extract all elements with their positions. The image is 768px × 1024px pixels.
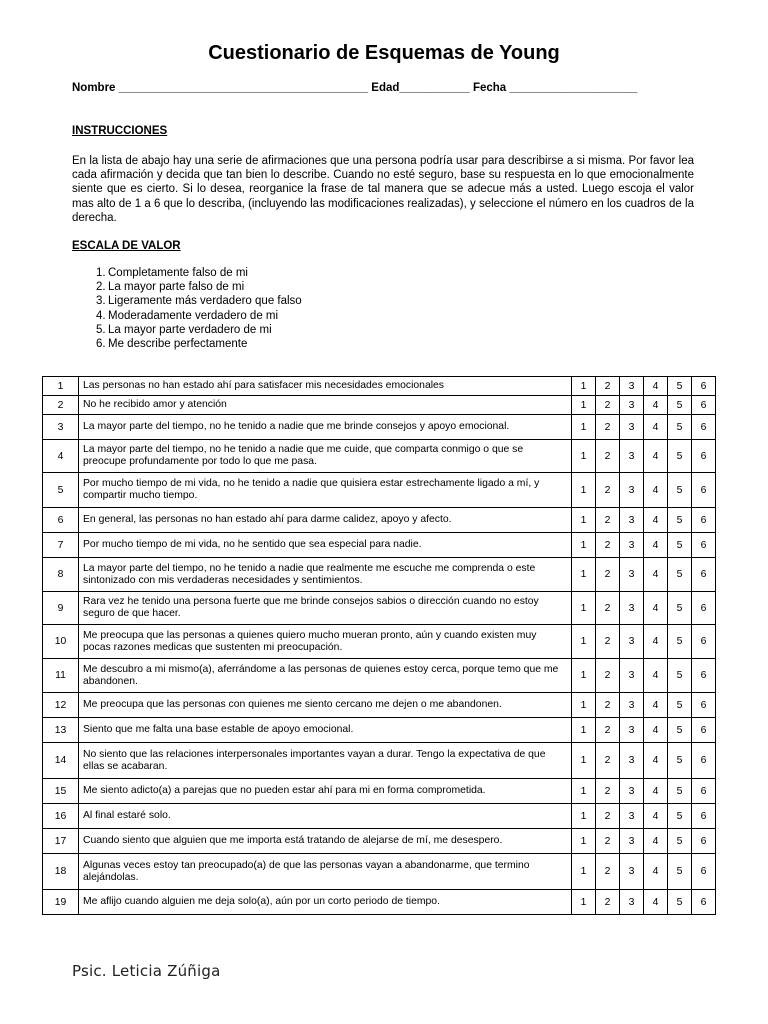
rating-option-3[interactable]: 3: [620, 533, 644, 558]
item-number: 7: [43, 533, 79, 558]
item-statement: Me preocupa que las personas con quienes me siento cercano me dejen o me abandonen.: [79, 693, 572, 718]
rating-option-3[interactable]: 3: [620, 415, 644, 440]
questionnaire-row: [43, 473, 716, 508]
rating-option-6[interactable]: 6: [692, 718, 716, 743]
rating-option-5[interactable]: 5: [668, 718, 692, 743]
instructions-text: En la lista de abajo hay una serie de afirmaciones que una persona podría usar para describirse a si misma. Por favor lea cada afirmación y decida que tan bien lo describe. Cuando no esté seguro, base su respuesta en lo que emocionalmente siente que es cierto. Si lo desea, reorganice la frase de tal manera que se adecue más a usted. Luego escoja el valor mas alto de 1 a 6 que lo describa, (incluyendo las modificaciones realizadas), y seleccione el número en los cuadros de la derecha.: [72, 155, 694, 224]
rating-option-1[interactable]: 1: [572, 592, 596, 625]
rating-option-5[interactable]: 5: [668, 396, 692, 415]
rating-option-2[interactable]: 2: [596, 779, 620, 804]
rating-option-1[interactable]: 1: [572, 396, 596, 415]
rating-option-3[interactable]: 3: [620, 693, 644, 718]
rating-option-2[interactable]: 2: [596, 659, 620, 693]
instructions-heading: INSTRUCCIONES: [72, 125, 168, 137]
rating-option-3[interactable]: 3: [620, 890, 644, 915]
item-number: 13: [43, 718, 79, 743]
rating-option-6[interactable]: 6: [692, 625, 716, 659]
rating-option-2[interactable]: 2: [596, 473, 620, 508]
questionnaire-table: [42, 376, 716, 915]
item-statement: Al final estaré solo.: [79, 804, 572, 829]
item-statement: Me descubro a mi mismo(a), aferrándome a las personas de quienes estoy cerca, porque temo que me abandonen.: [79, 659, 572, 693]
item-number: 6: [43, 508, 79, 533]
rating-option-5[interactable]: 5: [668, 890, 692, 915]
scale-item: 2. La mayor parte falso de mi: [96, 281, 245, 294]
item-number: 14: [43, 743, 79, 779]
questionnaire-row: [43, 804, 716, 829]
questionnaire-row: [43, 440, 716, 473]
rating-option-4[interactable]: 4: [644, 779, 668, 804]
item-statement: Rara vez he tenido una persona fuerte que me brinde consejos sabios o dirección cuando no estoy seguro de que hacer.: [79, 592, 572, 625]
item-number: 9: [43, 592, 79, 625]
rating-option-3[interactable]: 3: [620, 473, 644, 508]
rating-option-5[interactable]: 5: [668, 829, 692, 854]
questionnaire-row: [43, 718, 716, 743]
rating-option-5[interactable]: 5: [668, 415, 692, 440]
item-statement: Siento que me falta una base estable de apoyo emocional.: [79, 718, 572, 743]
rating-option-4[interactable]: 4: [644, 558, 668, 592]
item-statement: Me preocupa que las personas a quienes quiero mucho mueran pronto, aún y cuando existen muy pocas razones medicas que sustenten mi preocupación.: [79, 625, 572, 659]
questionnaire-row: [43, 854, 716, 890]
rating-option-1[interactable]: 1: [572, 473, 596, 508]
questionnaire-row: [43, 377, 716, 396]
rating-option-4[interactable]: 4: [644, 592, 668, 625]
item-statement: Algunas veces estoy tan preocupado(a) de que las personas vayan a abandonarme, que termino alejándolas.: [79, 854, 572, 890]
rating-option-6[interactable]: 6: [692, 829, 716, 854]
item-number: 17: [43, 829, 79, 854]
rating-option-3[interactable]: 3: [620, 659, 644, 693]
scale-item: 4. Moderadamente verdadero de mi: [96, 309, 279, 322]
rating-option-1[interactable]: 1: [572, 558, 596, 592]
rating-option-5[interactable]: 5: [668, 804, 692, 829]
scale-heading: ESCALA DE VALOR: [72, 240, 181, 252]
scale-item: 6. Me describe perfectamente: [96, 338, 248, 351]
rating-option-4[interactable]: 4: [644, 890, 668, 915]
rating-option-6[interactable]: 6: [692, 440, 716, 473]
item-statement: No he recibido amor y atención: [79, 396, 572, 415]
rating-option-3[interactable]: 3: [620, 625, 644, 659]
questionnaire-row: [43, 533, 716, 558]
item-number: 4: [43, 440, 79, 473]
rating-option-5[interactable]: 5: [668, 473, 692, 508]
item-statement: Cuando siento que alguien que me importa está tratando de alejarse de mí, me desespero.: [79, 829, 572, 854]
rating-option-2[interactable]: 2: [596, 625, 620, 659]
questionnaire-row: [43, 396, 716, 415]
rating-option-5[interactable]: 5: [668, 508, 692, 533]
rating-option-2[interactable]: 2: [596, 415, 620, 440]
rating-option-3[interactable]: 3: [620, 440, 644, 473]
rating-option-6[interactable]: 6: [692, 396, 716, 415]
rating-option-5[interactable]: 5: [668, 625, 692, 659]
rating-option-4[interactable]: 4: [644, 693, 668, 718]
item-statement: Me siento adicto(a) a parejas que no pueden estar ahí para mi en forma comprometida.: [79, 779, 572, 804]
item-number: 18: [43, 854, 79, 890]
rating-option-1[interactable]: 1: [572, 533, 596, 558]
rating-option-6[interactable]: 6: [692, 533, 716, 558]
rating-option-1[interactable]: 1: [572, 508, 596, 533]
rating-option-3[interactable]: 3: [620, 592, 644, 625]
questionnaire-row: [43, 890, 716, 915]
item-number: 10: [43, 625, 79, 659]
rating-option-2[interactable]: 2: [596, 396, 620, 415]
rating-option-2[interactable]: 2: [596, 592, 620, 625]
rating-option-2[interactable]: 2: [596, 440, 620, 473]
value-scale-list: [96, 266, 302, 351]
rating-option-2[interactable]: 2: [596, 890, 620, 915]
rating-option-1[interactable]: 1: [572, 779, 596, 804]
rating-option-6[interactable]: 6: [692, 473, 716, 508]
item-statement: En general, las personas no han estado ahí para darme calidez, apoyo y afecto.: [79, 508, 572, 533]
rating-option-3[interactable]: 3: [620, 804, 644, 829]
item-statement: La mayor parte del tiempo, no he tenido a nadie que me cuide, que comparta conmigo o que se preocupe profundamente por todo lo que me pasa.: [79, 440, 572, 473]
rating-option-1[interactable]: 1: [572, 659, 596, 693]
rating-option-1[interactable]: 1: [572, 829, 596, 854]
item-number: 12: [43, 693, 79, 718]
rating-option-4[interactable]: 4: [644, 473, 668, 508]
rating-option-6[interactable]: 6: [692, 779, 716, 804]
rating-option-1[interactable]: 1: [572, 440, 596, 473]
rating-option-5[interactable]: 5: [668, 558, 692, 592]
author-signature: Psic. Leticia Zúñiga: [72, 962, 221, 980]
rating-option-4[interactable]: 4: [644, 396, 668, 415]
rating-option-6[interactable]: 6: [692, 508, 716, 533]
rating-option-6[interactable]: 6: [692, 804, 716, 829]
rating-option-4[interactable]: 4: [644, 415, 668, 440]
rating-option-1[interactable]: 1: [572, 718, 596, 743]
questionnaire-row: [43, 659, 716, 693]
rating-option-5[interactable]: 5: [668, 779, 692, 804]
rating-option-4[interactable]: 4: [644, 718, 668, 743]
questionnaire-row: [43, 592, 716, 625]
rating-option-6[interactable]: 6: [692, 558, 716, 592]
rating-option-2[interactable]: 2: [596, 558, 620, 592]
rating-option-3[interactable]: 3: [620, 377, 644, 396]
rating-option-2[interactable]: 2: [596, 693, 620, 718]
rating-option-6[interactable]: 6: [692, 415, 716, 440]
rating-option-2[interactable]: 2: [596, 377, 620, 396]
item-statement: Por mucho tiempo de mi vida, no he sentido que sea especial para nadie.: [79, 533, 572, 558]
rating-option-1[interactable]: 1: [572, 625, 596, 659]
item-statement: La mayor parte del tiempo, no he tenido a nadie que realmente me escuche me comprenda o este sintonizado con mis verdaderas necesidades y sentimientos.: [79, 558, 572, 592]
questionnaire-row: [43, 693, 716, 718]
rating-option-4[interactable]: 4: [644, 508, 668, 533]
rating-option-2[interactable]: 2: [596, 718, 620, 743]
rating-option-6[interactable]: 6: [692, 854, 716, 890]
rating-option-4[interactable]: 4: [644, 829, 668, 854]
rating-option-4[interactable]: 4: [644, 804, 668, 829]
rating-option-4[interactable]: 4: [644, 440, 668, 473]
document-title: Cuestionario de Esquemas de Young: [208, 42, 560, 64]
item-number: 3: [43, 415, 79, 440]
rating-option-5[interactable]: 5: [668, 659, 692, 693]
rating-option-1[interactable]: 1: [572, 377, 596, 396]
respondent-info-line: Nombre _______________________________________ Edad___________ Fecha ____________________: [72, 82, 638, 94]
rating-option-5[interactable]: 5: [668, 533, 692, 558]
rating-option-1[interactable]: 1: [572, 890, 596, 915]
item-number: 1: [43, 377, 79, 396]
item-number: 8: [43, 558, 79, 592]
item-number: 5: [43, 473, 79, 508]
rating-option-3[interactable]: 3: [620, 718, 644, 743]
rating-option-2[interactable]: 2: [596, 508, 620, 533]
questionnaire-row: [43, 829, 716, 854]
rating-option-2[interactable]: 2: [596, 829, 620, 854]
rating-option-2[interactable]: 2: [596, 854, 620, 890]
item-number: 16: [43, 804, 79, 829]
rating-option-4[interactable]: 4: [644, 625, 668, 659]
rating-option-5[interactable]: 5: [668, 440, 692, 473]
rating-option-6[interactable]: 6: [692, 743, 716, 779]
rating-option-3[interactable]: 3: [620, 396, 644, 415]
rating-option-3[interactable]: 3: [620, 743, 644, 779]
rating-option-5[interactable]: 5: [668, 592, 692, 625]
scale-item: 5. La mayor parte verdadero de mi: [96, 323, 272, 336]
item-number: 2: [43, 396, 79, 415]
rating-option-5[interactable]: 5: [668, 693, 692, 718]
item-statement: La mayor parte del tiempo, no he tenido a nadie que me brinde consejos y apoyo emocional.: [79, 415, 572, 440]
rating-option-6[interactable]: 6: [692, 693, 716, 718]
rating-option-5[interactable]: 5: [668, 377, 692, 396]
rating-option-6[interactable]: 6: [692, 890, 716, 915]
item-number: 19: [43, 890, 79, 915]
questionnaire-row: [43, 743, 716, 779]
rating-option-6[interactable]: 6: [692, 592, 716, 625]
questionnaire-row: [43, 779, 716, 804]
questionnaire-row: [43, 508, 716, 533]
questionnaire-row: [43, 415, 716, 440]
rating-option-1[interactable]: 1: [572, 415, 596, 440]
rating-option-4[interactable]: 4: [644, 659, 668, 693]
questionnaire-row: [43, 625, 716, 659]
rating-option-5[interactable]: 5: [668, 743, 692, 779]
rating-option-4[interactable]: 4: [644, 743, 668, 779]
rating-option-2[interactable]: 2: [596, 804, 620, 829]
rating-option-4[interactable]: 4: [644, 533, 668, 558]
item-statement: No siento que las relaciones interpersonales importantes vayan a durar. Tengo la expectativa de que ellas se acabaran.: [79, 743, 572, 779]
rating-option-3[interactable]: 3: [620, 558, 644, 592]
rating-option-1[interactable]: 1: [572, 693, 596, 718]
rating-option-3[interactable]: 3: [620, 829, 644, 854]
scale-item: 1. Completamente falso de mi: [96, 267, 248, 279]
rating-option-6[interactable]: 6: [692, 659, 716, 693]
item-statement: Las personas no han estado ahí para satisfacer mis necesidades emocionales: [79, 377, 572, 396]
rating-option-2[interactable]: 2: [596, 533, 620, 558]
rating-option-4[interactable]: 4: [644, 377, 668, 396]
questionnaire-row: [43, 558, 716, 592]
item-number: 15: [43, 779, 79, 804]
rating-option-3[interactable]: 3: [620, 854, 644, 890]
rating-option-1[interactable]: 1: [572, 854, 596, 890]
rating-option-3[interactable]: 3: [620, 779, 644, 804]
scale-item: 3. Ligeramente más verdadero que falso: [96, 295, 302, 308]
rating-option-3[interactable]: 3: [620, 508, 644, 533]
rating-option-2[interactable]: 2: [596, 743, 620, 779]
item-statement: Por mucho tiempo de mi vida, no he tenido a nadie que quisiera estar estrechamente ligado a mí, y compartir mucho tiempo.: [79, 473, 572, 508]
rating-option-1[interactable]: 1: [572, 743, 596, 779]
rating-option-4[interactable]: 4: [644, 854, 668, 890]
item-number: 11: [43, 659, 79, 693]
rating-option-5[interactable]: 5: [668, 854, 692, 890]
item-statement: Me aflijo cuando alguien me deja solo(a), aún por un corto periodo de tiempo.: [79, 890, 572, 915]
rating-option-6[interactable]: 6: [692, 377, 716, 396]
rating-option-1[interactable]: 1: [572, 804, 596, 829]
